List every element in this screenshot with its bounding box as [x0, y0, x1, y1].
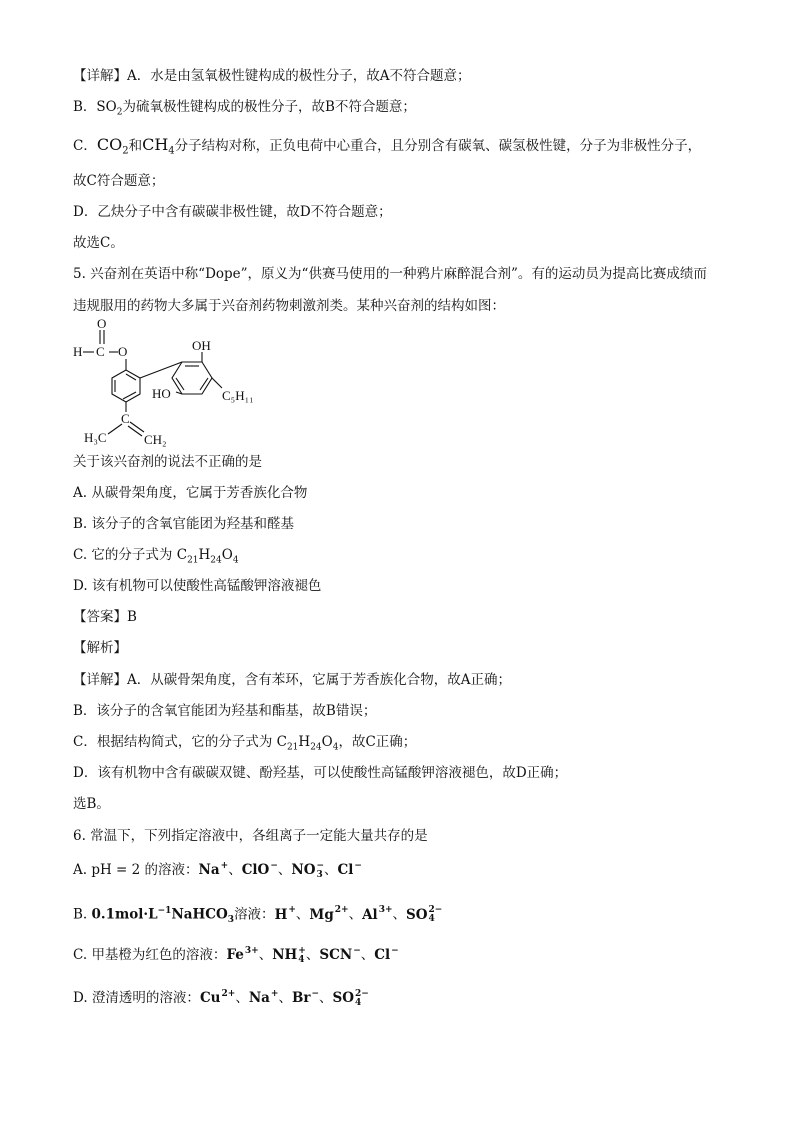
q6-c-label: C. — [73, 947, 92, 963]
ion-separator: 、 — [228, 862, 242, 878]
ion-scripts — [429, 906, 443, 924]
ion-subscript — [335, 915, 349, 924]
q4-detail-d: D．乙炔分子中含有碳碳非极性键，故D不符合题意； — [73, 204, 392, 220]
ion-scripts — [379, 906, 393, 924]
ion-subscript: 4 — [298, 954, 305, 965]
q4-detail-b — [73, 97, 416, 123]
ion-separator: 、 — [277, 862, 292, 878]
q4-detail-c-rest: 分子结构对称，正负电荷中心重合，且分别含有碳氧、碳氢极性键，分子为非极性分子， — [174, 138, 702, 154]
ion-separator: 、 — [305, 947, 320, 963]
q5-detail-c-s3: 4 — [332, 742, 339, 753]
ion-scripts — [222, 990, 236, 1008]
ion-subscript: 3 — [316, 869, 323, 880]
q6-a-label: A. — [73, 862, 92, 878]
ion-symbol: Br — [291, 990, 311, 1006]
q5-stem-2: 违规服用的药物大多属于兴奋剂药物刺激剂类。某种兴奋剂的结构如图： — [73, 298, 505, 314]
ion-symbol: Cu — [199, 990, 221, 1006]
q5-option-c-m2: O — [221, 547, 233, 563]
ion — [226, 947, 258, 963]
q6-option-d — [73, 988, 369, 1008]
ion — [292, 990, 319, 1006]
ion-scripts — [298, 947, 306, 965]
ion-symbol: Na — [198, 862, 220, 878]
ion-subscript — [353, 956, 361, 965]
q5-option-c-pre: C. 它的分子式为 C — [73, 547, 188, 563]
q4-detail-c-co-sub: 2 — [122, 145, 129, 157]
q5-analysis: 【解析】 — [73, 640, 127, 656]
ion-symbol: NH — [272, 947, 298, 963]
ion-charge: 3+ — [378, 905, 393, 915]
q6-d-ions — [200, 990, 369, 1006]
ion — [333, 990, 369, 1006]
ion-separator: 、 — [392, 906, 406, 923]
q5-option-c — [73, 545, 239, 571]
ion-separator: 、 — [295, 906, 310, 923]
q6-b-cond-a: 0.1mol·L — [91, 906, 158, 923]
ion-subscript — [379, 915, 393, 924]
ion-symbol: SCN — [319, 947, 353, 963]
ion-separator: 、 — [235, 990, 249, 1006]
ion-separator: 、 — [324, 862, 338, 878]
q6-option-b — [73, 901, 442, 930]
ion-charge: 2− — [355, 988, 369, 999]
ion-subscript — [245, 956, 259, 965]
q4-detail-a: 【详解】A．水是由氢氧极性键构成的极性分子，故A不符合题意； — [73, 68, 471, 84]
ion — [242, 862, 278, 878]
ion-scripts — [245, 947, 259, 965]
q5-option-c-s1: 21 — [187, 555, 199, 566]
ion-separator: 、 — [319, 990, 333, 1006]
ion-charge: + — [270, 988, 279, 999]
ion-symbol: Fe — [226, 947, 244, 963]
ion — [200, 990, 235, 1006]
q4-detail-c-ch: CH — [142, 135, 169, 154]
q5-conclusion: 选B。 — [73, 796, 110, 812]
q5-detail-c-m2: O — [321, 734, 333, 750]
ion-scripts — [288, 906, 296, 924]
q6-b-cond-sub: 3 — [227, 915, 235, 926]
q5-detail-c-s2: 24 — [310, 742, 322, 753]
mol-o-top: O — [97, 316, 107, 331]
ion — [374, 947, 398, 963]
mol-h3c: H₃C — [84, 430, 107, 445]
q4-detail-b-sub: 2 — [116, 107, 123, 118]
q6-a-cond: pH = 2 的溶液： — [91, 862, 199, 878]
ion-symbol: Mg — [309, 906, 334, 923]
ion-scripts — [354, 862, 362, 880]
ion-scripts — [311, 990, 319, 1008]
mol-ho-left: HO — [152, 386, 171, 401]
ion — [275, 907, 296, 923]
ion-charge: 2− — [428, 905, 443, 915]
molecule-structure — [64, 316, 284, 448]
mol-c1: C — [96, 344, 105, 359]
ion — [406, 907, 442, 923]
ion-scripts — [335, 906, 349, 924]
ion-charge: 2+ — [334, 905, 349, 915]
ion-subscript — [270, 871, 278, 880]
ion-charge: + — [298, 945, 306, 956]
ion-subscript — [354, 871, 362, 880]
q5-stem-1: 5. 兴奋剂在英语中称“Dope”，原义为“供赛马使用的一种鸦片麻醉混合剂”。有的运动员为提高比赛成绩而 — [73, 266, 707, 282]
q4-detail-c-and: 和 — [128, 138, 143, 154]
ion-symbol: H — [274, 906, 288, 923]
ion-subscript: 4 — [355, 997, 362, 1008]
mol-c-vinyl: C — [121, 411, 130, 426]
mol-oh-top: OH — [192, 338, 211, 353]
q5-option-c-s2: 24 — [210, 555, 222, 566]
q6-a-ions — [199, 862, 362, 878]
q4-conclusion: 故选C。 — [73, 235, 124, 251]
ion-subscript: 4 — [428, 914, 435, 924]
ion-scripts — [270, 862, 278, 880]
q5-detail-a: 【详解】A．从碳骨架角度，含有苯环，它属于芳香族化合物，故A正确； — [73, 672, 511, 688]
q5-question: 关于该兴奋剂的说法不正确的是 — [73, 454, 262, 470]
q4-detail-c-ch-sub: 4 — [168, 145, 175, 157]
ion-scripts — [353, 947, 361, 965]
q5-answer: 【答案】B — [73, 609, 137, 625]
ion — [291, 862, 324, 878]
ion-subscript — [391, 956, 399, 965]
q6-option-c — [73, 945, 399, 965]
ion — [319, 947, 360, 963]
ion-subscript — [311, 999, 319, 1008]
ion-symbol: Al — [362, 906, 378, 923]
q5-detail-c — [73, 732, 416, 758]
q6-b-cond-b: NaHCO — [171, 906, 228, 923]
mol-o-ester: O — [118, 344, 128, 359]
ion-symbol: ClO — [241, 862, 270, 878]
ion-charge: − — [391, 945, 399, 956]
q5-option-c-s3: 4 — [232, 555, 239, 566]
q5-option-d: D. 该有机物可以使酸性高锰酸钾溶液褪色 — [73, 578, 322, 594]
q4-detail-b-post: 为硫氧极性键构成的极性分子，故B不符合题意； — [122, 99, 416, 115]
q5-detail-d: D．该有机物中含有碳碳双键、酚羟基，可以使酸性高锰酸钾溶液褪色，故D正确； — [73, 765, 568, 781]
q6-c-ions — [226, 947, 398, 963]
q6-b-ions — [275, 907, 443, 923]
ion-subscript — [288, 915, 296, 924]
ion-symbol: Na — [248, 990, 270, 1006]
ion-charge: + — [220, 860, 229, 871]
ion-scripts — [316, 862, 324, 880]
q6-stem: 6. 常温下，下列指定溶液中，各组离子一定能大量共存的是 — [73, 828, 428, 844]
ion-separator: 、 — [360, 947, 375, 963]
ion-charge: − — [316, 860, 325, 871]
q6-c-cond: 甲基橙为红色的溶液： — [91, 947, 227, 963]
ion-charge: − — [270, 860, 278, 871]
ion-symbol: Cl — [374, 947, 391, 963]
q6-b-cond-sup: −1 — [157, 906, 172, 916]
q4-detail-c-1: C． — [73, 138, 97, 154]
q6-option-a — [73, 860, 362, 880]
ion-separator: 、 — [258, 947, 273, 963]
ion-charge: − — [311, 988, 320, 999]
ion — [338, 862, 362, 878]
q5-option-b: B. 该分子的含氧官能团为羟基和醛基 — [73, 516, 295, 532]
mol-ch2: CH₂ — [144, 432, 167, 447]
ion-symbol: SO — [332, 990, 355, 1006]
ion-charge: + — [288, 905, 296, 915]
q5-detail-c-post: ，故C正确； — [338, 734, 417, 750]
q4-detail-c-cont: 故C符合题意； — [73, 173, 165, 189]
ion — [309, 907, 348, 923]
mol-h: H — [73, 344, 83, 359]
ion-symbol: Cl — [337, 862, 354, 878]
ion-charge: − — [354, 860, 362, 871]
ion-charge: − — [353, 945, 361, 956]
q6-d-cond: 澄清透明的溶液： — [91, 990, 200, 1006]
ion-symbol: SO — [406, 906, 428, 923]
ion — [362, 907, 392, 923]
mol-c5h11: C₅H₁₁ — [222, 388, 254, 403]
q5-option-a: A. 从碳骨架角度，它属于芳香族化合物 — [73, 485, 308, 501]
ion-scripts — [355, 990, 369, 1008]
ion — [199, 862, 229, 878]
ion-subscript — [222, 999, 236, 1008]
ion-symbol: NO — [291, 862, 316, 878]
q4-detail-c — [73, 135, 701, 162]
q4-detail-c-co: CO — [96, 135, 123, 154]
q5-detail-c-s1: 21 — [286, 742, 299, 753]
ion — [272, 947, 306, 963]
q6-b-label: B. — [73, 906, 92, 923]
ion — [249, 990, 279, 1006]
q6-d-label: D. — [73, 990, 92, 1006]
ion-scripts — [391, 947, 399, 965]
q4-detail-b-pre: B．SO — [73, 99, 117, 115]
ion-separator: 、 — [278, 990, 292, 1006]
q5-detail-c-pre: C．根据结构简式，它的分子式为 C — [73, 734, 287, 750]
q5-detail-b: B．该分子的含氧官能团为羟基和酯基，故B错误； — [73, 703, 377, 719]
ion-charge: 3+ — [244, 945, 259, 956]
q6-b-cond-c: 溶液： — [234, 906, 275, 923]
ion-charge: 2+ — [221, 988, 236, 999]
q5-detail-c-m1: H — [298, 734, 311, 750]
q5-option-c-m1: H — [198, 547, 211, 563]
ion-separator: 、 — [348, 906, 363, 923]
